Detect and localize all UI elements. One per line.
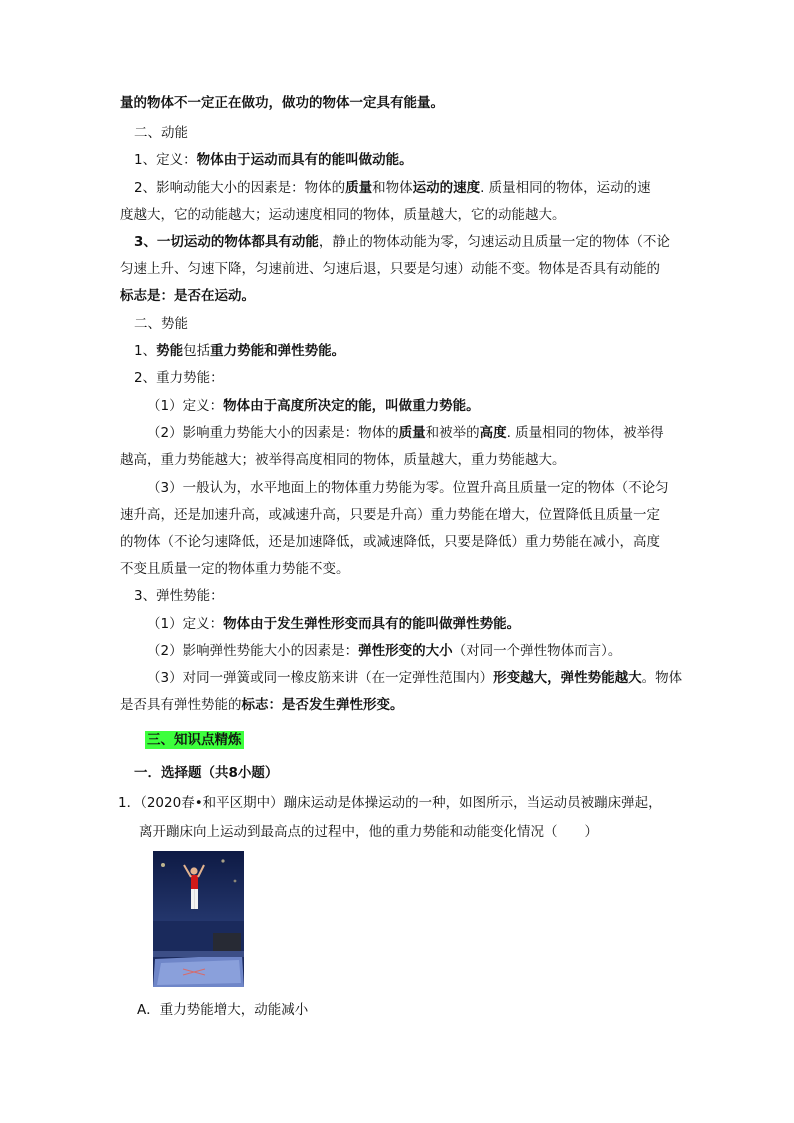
- question-1-line1: 1．（2020春•和平区期中）蹦床运动是体操运动的一种，如图所示，当运动员被蹦床弹起，: [118, 795, 662, 811]
- section-heading: [145, 730, 244, 750]
- gravitational-note-line4: 不变且质量一定的物体重力势能不变。: [120, 561, 350, 577]
- elastic-note-line1: （3）对同一弹簧或同一橡皮筋来讲（在一定弹性范围内）形变越大，弹性势能越大。物体: [147, 670, 683, 686]
- option-a[interactable]: A．重力势能增大，动能减小: [137, 1002, 309, 1018]
- gravitational-heading: 2、重力势能：: [134, 370, 224, 386]
- heading-potential-energy: 二、势能: [134, 316, 188, 332]
- gravitational-note-line1: （3）一般认为，水平地面上的物体重力势能为零。位置升高且质量一定的物体（不论匀: [147, 480, 669, 496]
- kinetic-note-line3: 标志是：是否在运动。: [120, 288, 255, 304]
- kinetic-note-line2: 匀速上升、匀速下降，匀速前进、匀速后退，只要是匀速）动能不变。物体是否具有动能的: [120, 261, 660, 277]
- trampoline-athlete-icon: [153, 851, 244, 987]
- elastic-definition: （1）定义：物体由于发生弹性形变而具有的能叫做弹性势能。: [147, 616, 521, 632]
- elastic-note-line2: 是否具有弹性势能的标志：是否发生弹性形变。: [120, 697, 404, 713]
- gravitational-factors-line2: 越高，重力势能越大；被举得高度相同的物体，质量越大，重力势能越大。: [120, 452, 566, 468]
- gravitational-note-line2: 速升高，还是加速升高，或减速升高，只要是升高）重力势能在增大，位置降低且质量一定: [120, 507, 660, 523]
- paragraph-energy-conclusion: 量的物体不一定正在做功，做功的物体一定具有能量。: [120, 95, 444, 111]
- elastic-factors: （2）影响弹性势能大小的因素是：弹性形变的大小（对同一个弹性物体而言）。: [147, 643, 622, 659]
- trampoline-athlete-photo: [153, 851, 244, 987]
- gravitational-definition: （1）定义：物体由于高度所决定的能，叫做重力势能。: [147, 398, 480, 414]
- kinetic-factors-line1: 2、影响动能大小的因素是：物体的质量和物体运动的速度. 质量相同的物体，运动的速: [134, 180, 651, 196]
- question-1-line2: 离开蹦床向上运动到最高点的过程中，他的重力势能和动能变化情况（ ）: [139, 824, 598, 840]
- potential-types: 1、势能包括重力势能和弹性势能。: [134, 343, 346, 359]
- kinetic-factors-line2: 度越大，它的动能越大；运动速度相同的物体，质量越大，它的动能越大。: [120, 207, 566, 223]
- section-highlight: 三、知识点精炼: [147, 732, 242, 748]
- heading-kinetic-energy: 二、动能: [134, 125, 188, 141]
- elastic-heading: 3、弹性势能：: [134, 588, 224, 604]
- kinetic-note-line1: 3、一切运动的物体都具有动能，静止的物体动能为零，匀速运动且质量一定的物体（不论: [134, 234, 670, 250]
- gravitational-factors-line1: （2）影响重力势能大小的因素是：物体的质量和被举的高度. 质量相同的物体，被举得: [147, 425, 664, 441]
- kinetic-definition: 1、定义：物体由于运动而具有的能叫做动能。: [134, 152, 413, 168]
- gravitational-note-line3: 的物体（不论匀速降低，还是加速降低，或减速降低，只要是降低）重力势能在减小，高度: [120, 534, 660, 550]
- question-group-header: 一．选择题（共8小题）: [134, 765, 279, 781]
